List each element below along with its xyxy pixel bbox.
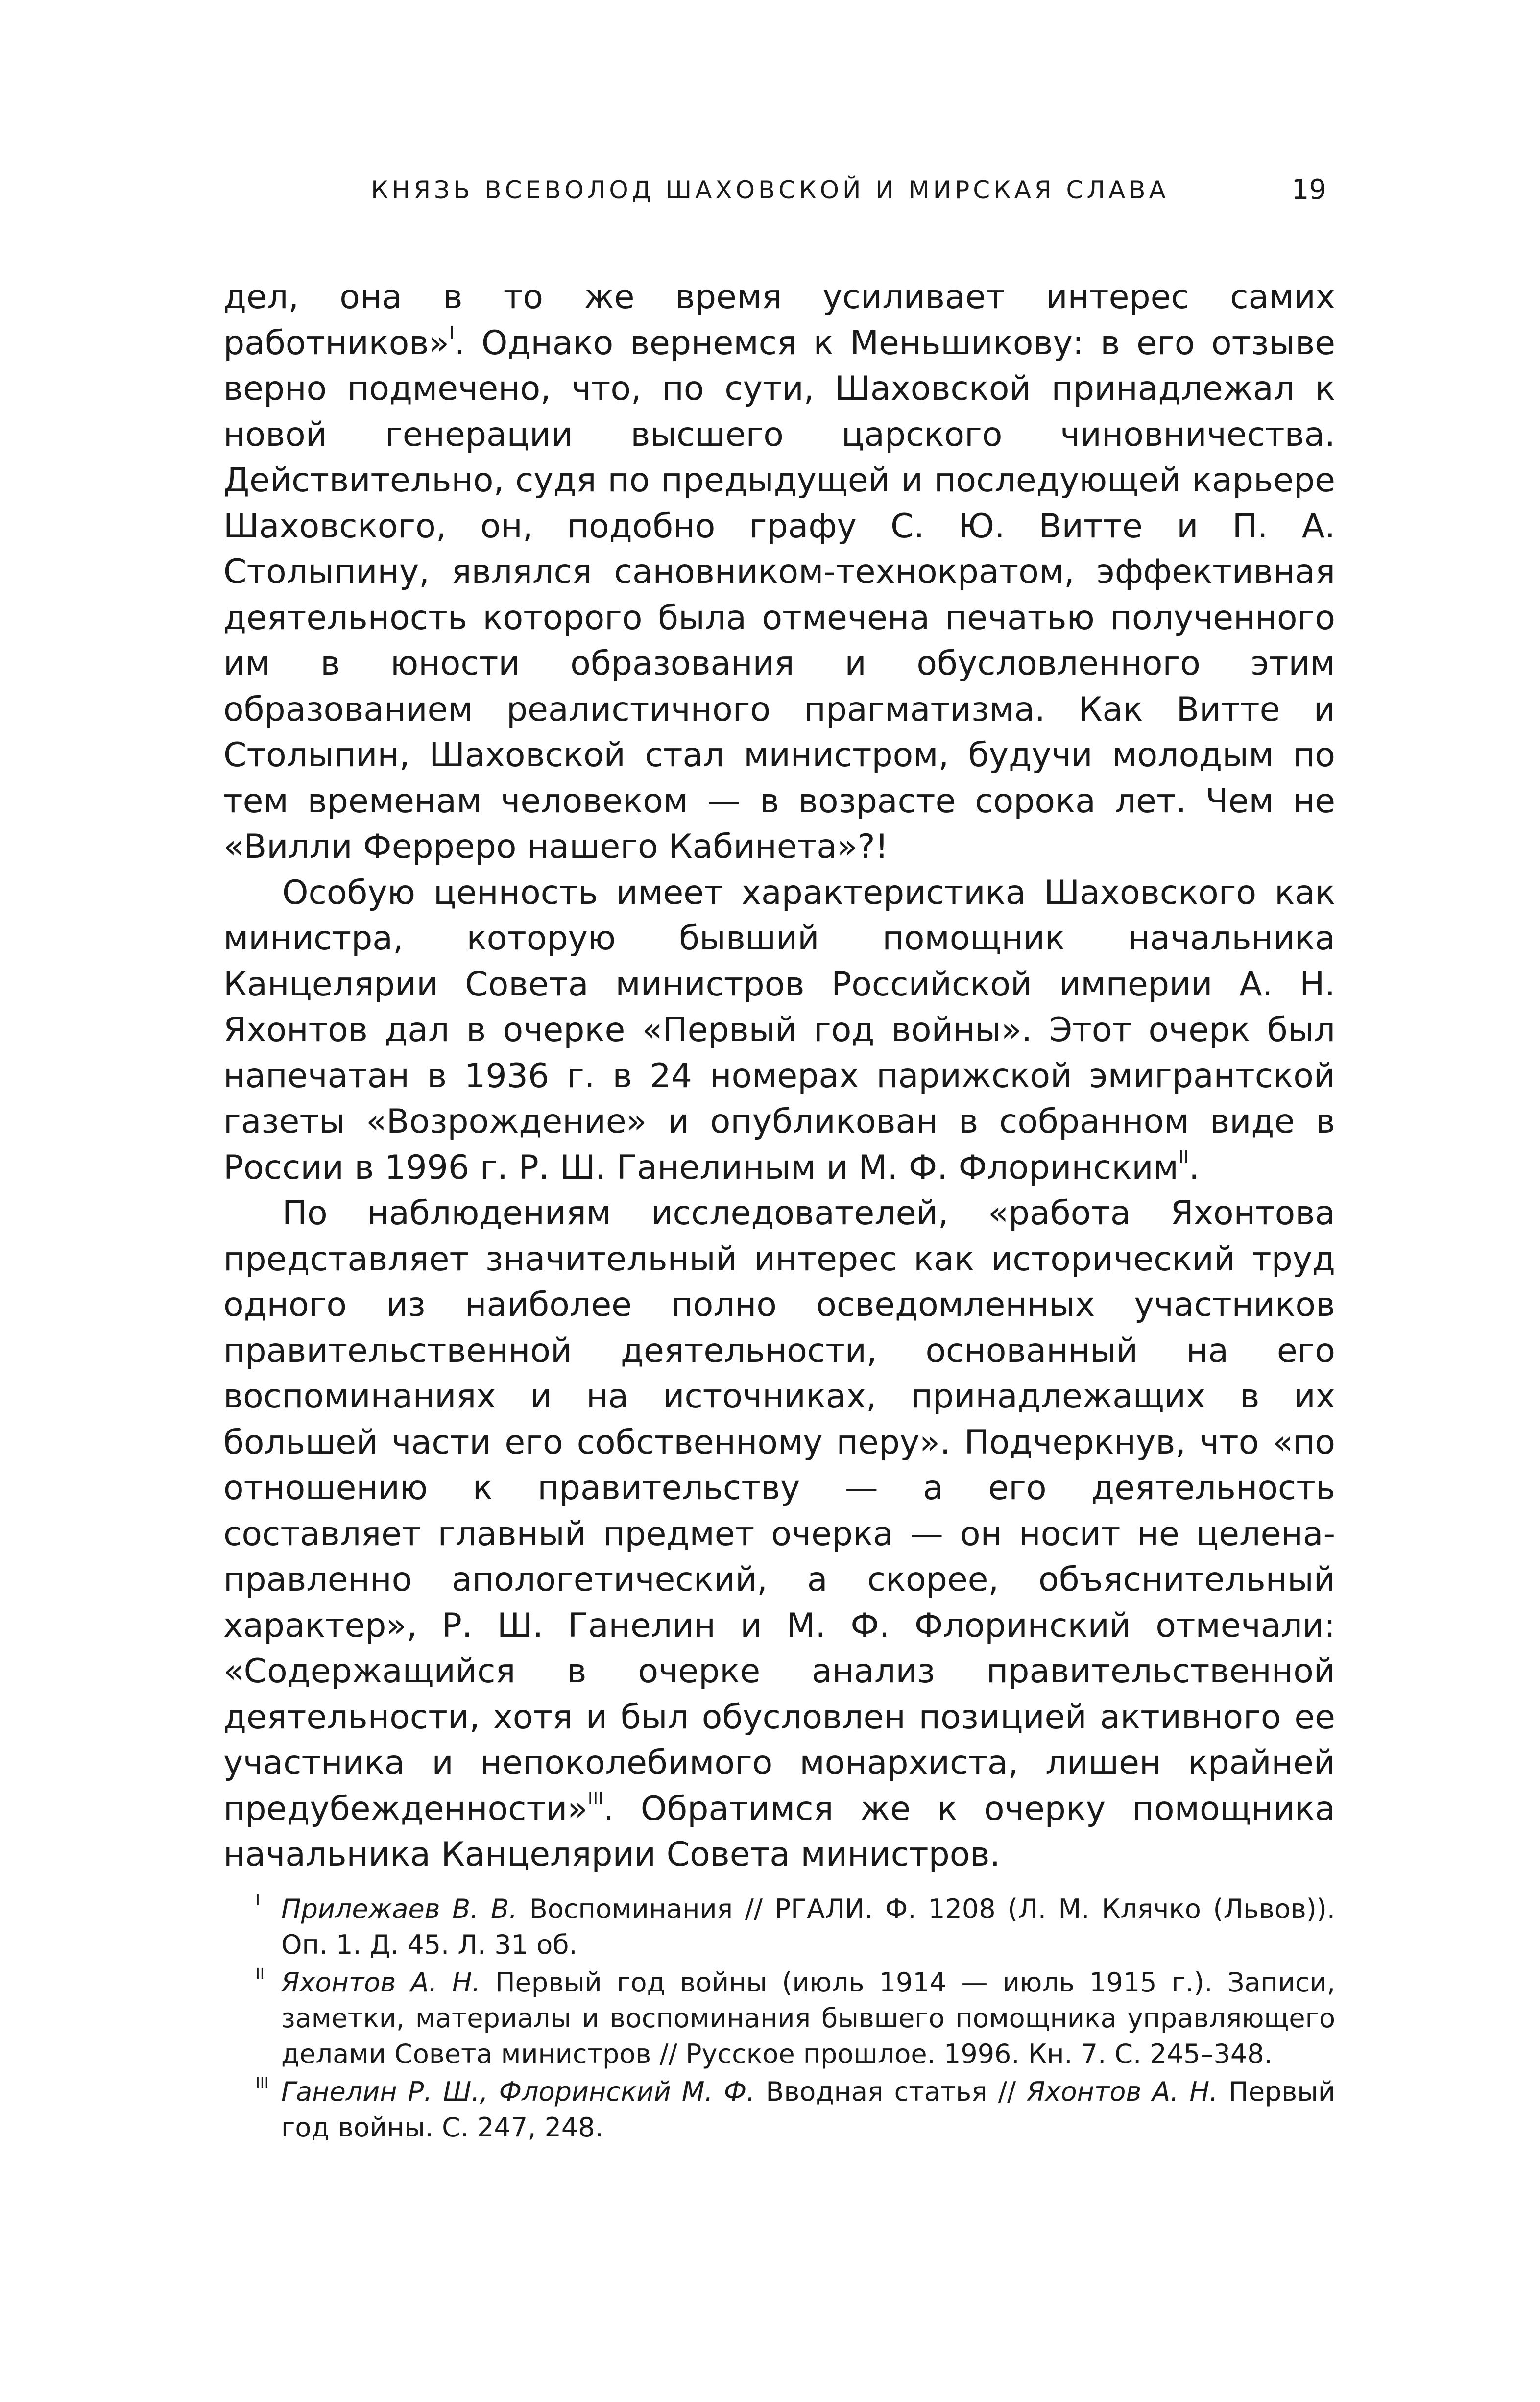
footnote-text: Первый год войны (июль 1914 — июль 1915 г.). Записи, заметки, материалы и воспоминания бывшего помощника управляющего делами Совета министров // Русское прошлое. 1996. Кн. 7. С. 245–348. [281, 1967, 1335, 2069]
footnote-2 [223, 1965, 1335, 2072]
paragraph-2 [223, 870, 1335, 1191]
footnote-1 [223, 1891, 1335, 1963]
footnote-mark: I [256, 1892, 260, 1909]
main-text [223, 274, 1335, 1878]
footnote-author-2: Яхонтов А. Н. [1027, 2076, 1218, 2107]
footnote-ref-2: II [1178, 1147, 1189, 1167]
footnote-mark: III [256, 2075, 269, 2092]
paragraph-3-text-a: По наблюдениям исследователей, «работа Яхонтова представляет значительный интерес как исторический труд одного из наиболее полно осведомленных участников правительственной деятельности, основанный на его воспоминаниях и на источниках, принадлежащих в их большей части его собственному перу». Подчеркнув, что «по отношению к правительству — а его деятельность составляет главный предмет очерка — он носит не целенаправленно апологетический, а скорее, объяснительный характер», Р. Ш. Ганелин и М. Ф. Флоринский отмечали: «Содержащийся в очерке анализ правительственной деятельности, хотя и был обусловлен позицией активного ее участника и непоколебимого монархиста, лишен крайней предубежденности» [223, 1194, 1335, 1828]
paragraph-1-text-a: дел, она в то же время усиливает интерес самих работников» [223, 278, 1335, 363]
footnote-ref-3: III [587, 1788, 603, 1809]
footnote-text: Вводная статья // [755, 2076, 1027, 2107]
footnote-3 [223, 2074, 1335, 2145]
footnote-text: Воспоминания // РГАЛИ. Ф. 1208 (Л. М. Клячко (Львов)). Оп. 1. Д. 45. Л. 31 об. [281, 1893, 1335, 1960]
paragraph-3-text-b: . Обратимся же к очерку помощника начальника Канцелярии Совета министров. [223, 1789, 1335, 1874]
footnote-text-end: Первый год войны. С. 247, 248. [281, 2076, 1335, 2143]
footnote-author: Яхонтов А. Н. [281, 1967, 481, 1998]
paragraph-2-text-a: Особую ценность имеет характеристика Шаховского как министра, которую бывший помощник начальника Канцелярии Совета министров Российской империи А. Н. Яхонтов дал в очерке «Первый год войны». Этот очерк был напечатан в 1936 г. в 24 номерах парижской эмигрантской газеты «Возрождение» и опубликован в собранном виде в России в 1996 г. Р. Ш. Ганелиным и М. Ф. Флоринским [223, 873, 1335, 1187]
footnotes [223, 1891, 1335, 2147]
page-number: 19 [1291, 174, 1326, 206]
paragraph-3 [223, 1190, 1335, 1878]
paragraph-1-text-b: . Однако вернемся к Меньшикову: в его отзыве верно подмечено, что, по сути, Шаховской принадлежал к новой генерации высшего царского чиновничества. Действительно, судя по предыдущей и последующей карьере Шаховского, он, подобно графу С. Ю. Витте и П. А. Столыпину, являлся сановником-технократом, эффективная деятельность которого была отмечена печатью полученного им в юности образования и обусловленного этим образованием реалистичного прагматизма. Как Витте и Столыпин, Шаховской стал министром, будучи молодым по тем временам человеком — в возрасте сорока лет. Чем не «Вилли Ферреро нашего Кабинета»?! [223, 323, 1335, 866]
paragraph-1 [223, 274, 1335, 870]
footnote-author: Ганелин Р. Ш., Флоринский М. Ф. [281, 2076, 755, 2107]
paragraph-2-text-b: . [1189, 1148, 1200, 1187]
footnote-mark: II [256, 1965, 265, 1983]
running-title: КНЯЗЬ ВСЕВОЛОД ШАХОВСКОЙ И МИРСКАЯ СЛАВА [371, 176, 1169, 204]
footnote-author: Прилежаев В. В. [281, 1893, 518, 1924]
footnote-ref-1: I [449, 322, 455, 343]
running-header [0, 170, 1540, 210]
